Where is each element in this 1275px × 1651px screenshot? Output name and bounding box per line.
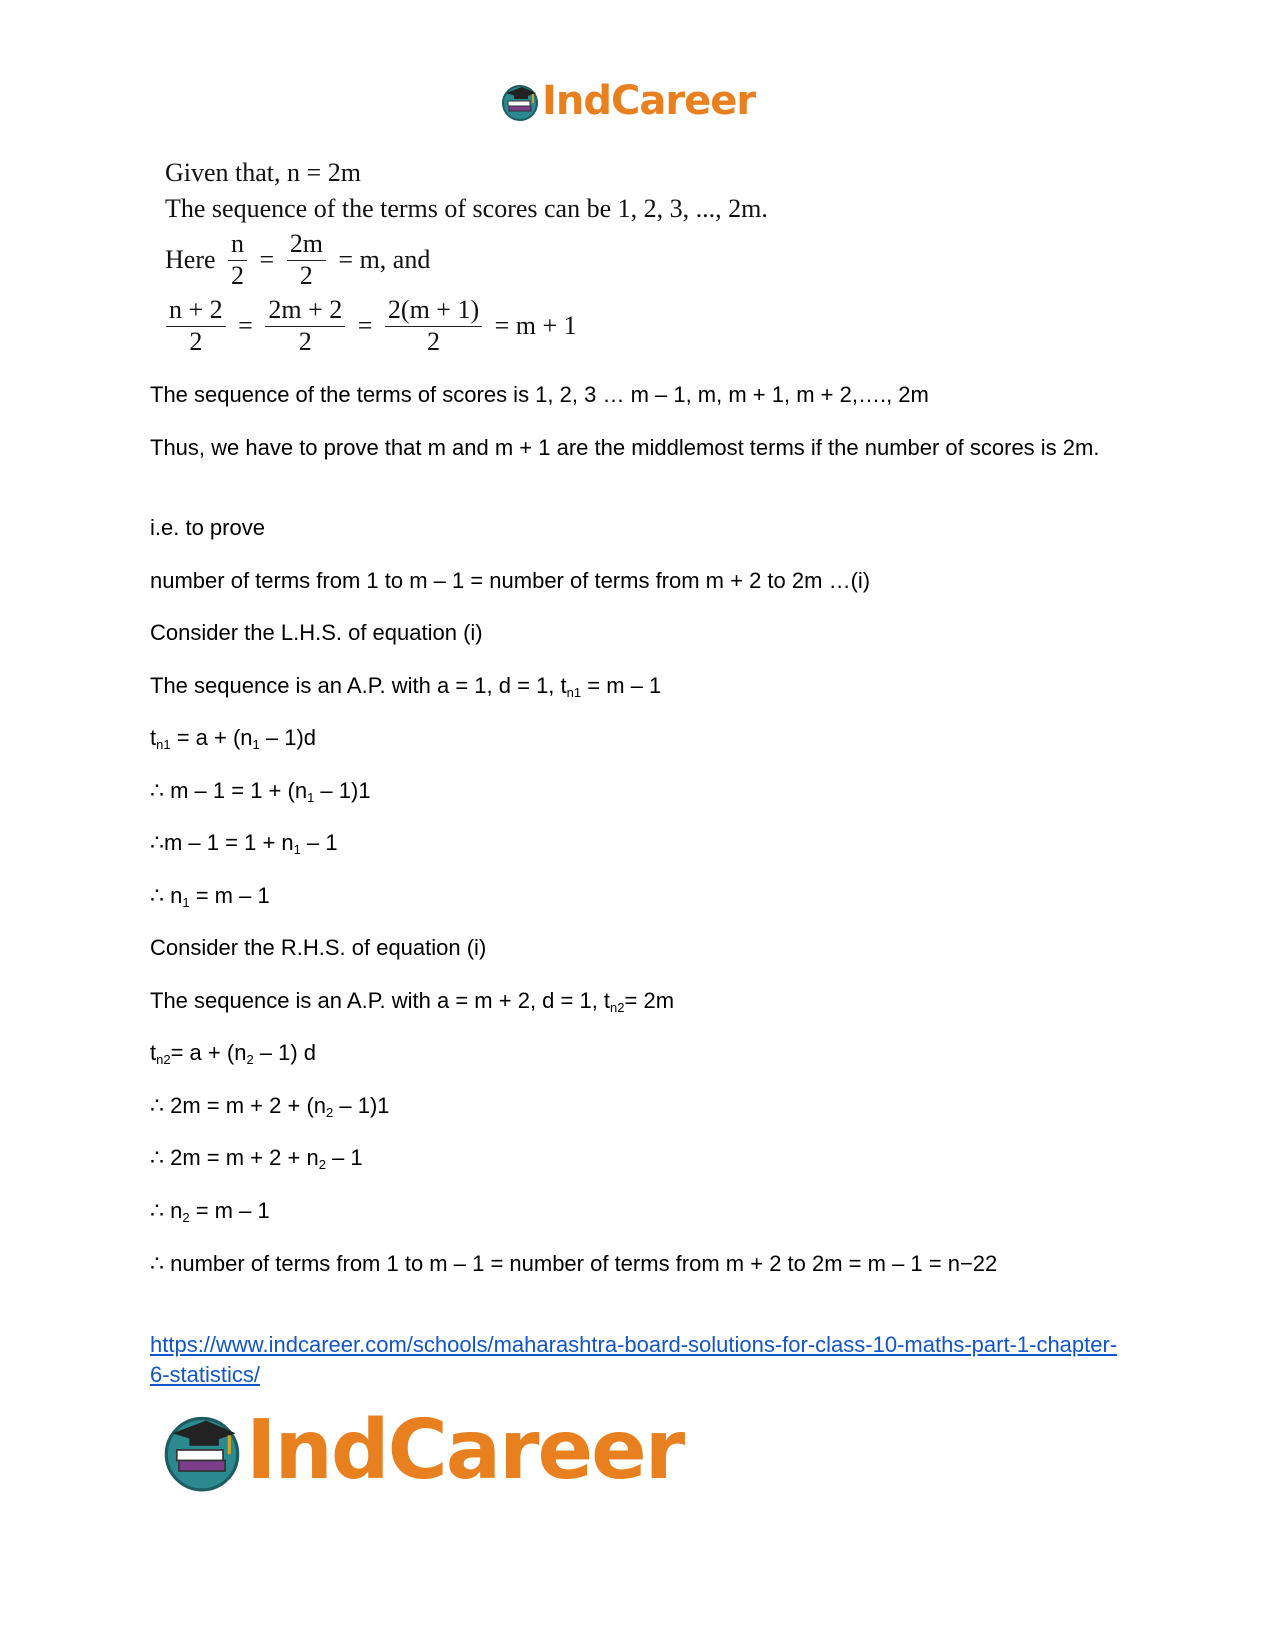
graduation-cap-books-globe-icon: [160, 1408, 244, 1492]
scan-line-here: Here $\frac{n}{2}$ = $\frac{2m}{2}$ = m, and: [165, 229, 431, 290]
paragraph-step-4: ∴ $2m = m + 2 + n_2 - 1$: [150, 1145, 363, 1172]
graduation-cap-books-globe-icon: [500, 81, 540, 121]
paragraph-lhs: Consider the L.H.S. of equation (i): [150, 620, 483, 645]
paragraph-ap-rhs: The sequence is an A.P. with a = m + 2, d = 1, $t_{n2}= 2m$: [150, 988, 675, 1015]
fraction-n-over-2: $\frac{n}{2}$: [228, 230, 247, 290]
paragraph-tn1-formula: $t_{n1} = a + (n_1 - 1)d$: [150, 725, 317, 752]
paragraph-step-3: ∴ $2m = m + 2 + (n_2 - 1)1$: [150, 1093, 390, 1120]
paragraph-sequence: The sequence of the terms of scores is 1, 2, 3 … m – 1, m, m + 1, m + 2,…., 2m: [150, 382, 929, 407]
fraction-2m-plus-1-over-2: $\frac{2(m + 1)}{2}$: [385, 296, 482, 356]
paragraph-rhs: Consider the R.H.S. of equation (i): [150, 935, 487, 960]
paragraph-tn2-formula: $t_{n2}= a + (n_2 - 1)$ d: [150, 1040, 317, 1067]
header-logo-text: IndCareer: [542, 78, 756, 124]
paragraph-to-prove: Thus, we have to prove that m and m + 1 are the middlemost terms if the number of scores is 2m.: [150, 435, 1100, 460]
scan-line-given: Given that, n = 2m: [165, 158, 361, 187]
fraction-2m-over-2: $\frac{2m}{2}$: [287, 230, 326, 290]
source-link[interactable]: https://www.indcareer.com/schools/maharashtra-board-solutions-for-class-10-maths-part-1-chapter-6-statistics/: [150, 1332, 1118, 1387]
scan-line-middle-term: $\frac{n + 2}{2}$ = $\frac{2m + 2}{2}$ = $\frac{2(m + 1)}{2}$ = m + 1: [160, 296, 577, 356]
paragraph-ie-prove: i.e. to prove: [150, 515, 265, 540]
paragraph-n1-result: ∴ $n_1 = m - 1$: [150, 883, 270, 910]
paragraph-step-2: ∴m – $1 = 1 + n_1 - 1$: [150, 830, 338, 857]
scan-line-sequence: The sequence of the terms of scores can be 1, 2, 3, ..., 2m.: [165, 194, 768, 223]
paragraph-equation-i: number of terms from 1 to m – 1 = number of terms from m + 2 to 2m …(i): [150, 568, 871, 593]
paragraph-ap-lhs: The sequence is an A.P. with a = 1, d = 1, $t_{n1} = m - 1$: [150, 673, 662, 700]
paragraph-conclusion: ∴ number of terms from 1 to m – 1 = number of terms from m + 2 to 2m = m – 1 = n−22: [150, 1251, 998, 1276]
fraction-2m-plus-2-over-2: $\frac{2m + 2}{2}$: [265, 296, 345, 356]
header-logo: [500, 78, 755, 124]
footer-logo-text: IndCareer: [246, 1402, 684, 1498]
here-text: Here: [165, 245, 216, 275]
footer-logo: [160, 1400, 683, 1500]
fraction-n-plus-2-over-2: $\frac{n + 2}{2}$: [166, 296, 226, 356]
paragraph-step-1: ∴ $m - 1 = 1 + (n_1 - 1)1$: [150, 778, 371, 805]
paragraph-n2-result: ∴ $n_2 = m - 1$: [150, 1198, 270, 1225]
